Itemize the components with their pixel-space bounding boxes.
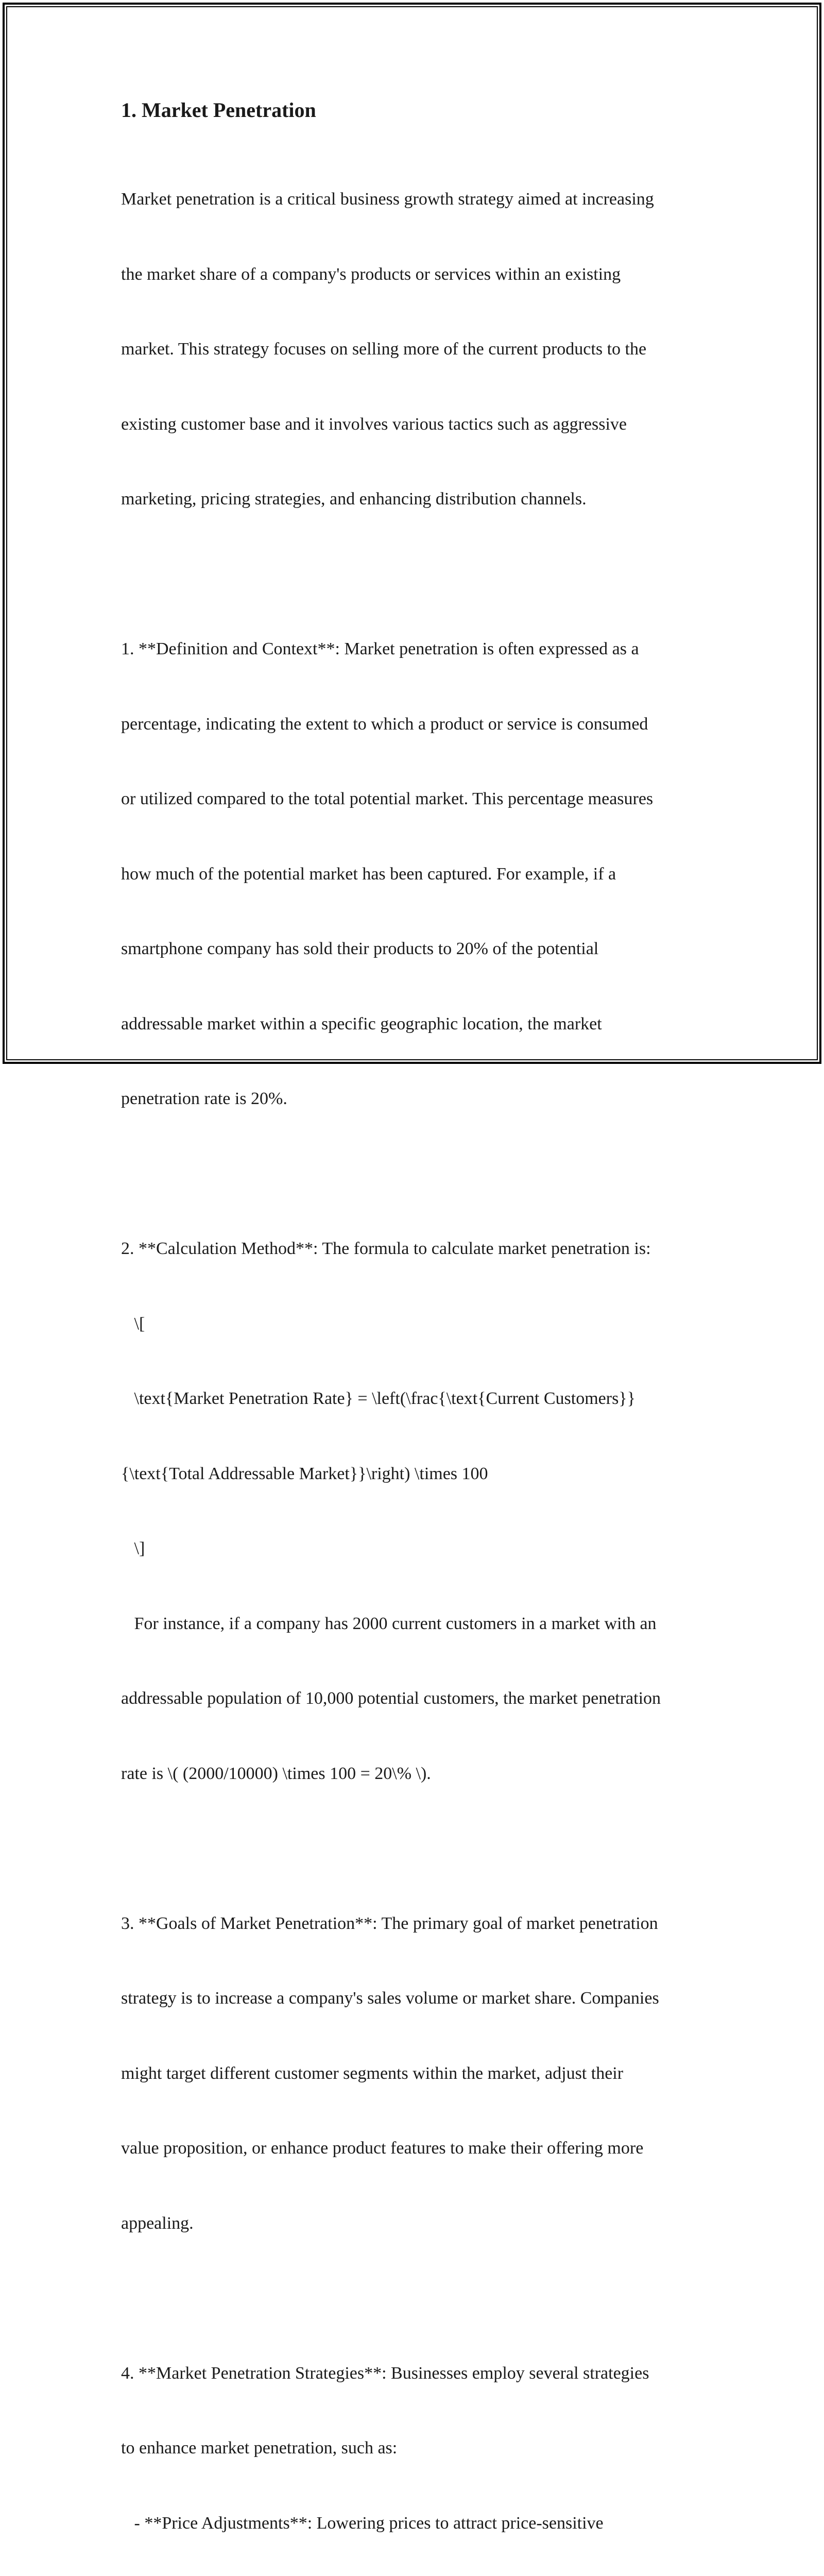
text-line: - **Price Adjustments**: Lowering prices to attract price-sensitive [121, 2511, 713, 2536]
formula-line: {\text{Total Addressable Market}}\right) \times 100 [121, 1462, 713, 1487]
text-line: 2. **Calculation Method**: The formula to calculate market penetration is: [121, 1236, 713, 1262]
text-line: market. This strategy focuses on selling more of the current products to the [121, 337, 713, 362]
text-line: percentage, indicating the extent to which a product or service is consumed [121, 712, 713, 737]
text-line: or utilized compared to the total potential market. This percentage measures [121, 787, 713, 812]
text-line: value proposition, or enhance product features to make their offering more [121, 2136, 713, 2161]
section-heading: 1. Market Penetration [121, 97, 713, 124]
text-line: strategy is to increase a company's sales volume or market share. Companies [121, 1986, 713, 2011]
text-line: 4. **Market Penetration Strategies**: Businesses employ several strategies [121, 2361, 713, 2386]
text-line: addressable population of 10,000 potential customers, the market penetration [121, 1686, 713, 1711]
text-line: appealing. [121, 2211, 713, 2236]
text-line: Market penetration is a critical business growth strategy aimed at increasing [121, 187, 713, 212]
text-line: addressable market within a specific geographic location, the market [121, 1012, 713, 1037]
goals-paragraph [121, 1861, 713, 2286]
text-line: existing customer base and it involves various tactics such as aggressive [121, 412, 713, 437]
calculation-paragraph [121, 1187, 713, 1836]
document-body [121, 97, 713, 2576]
text-line: For instance, if a company has 2000 current customers in a market with an [121, 1612, 713, 1637]
strategies-paragraph [121, 2311, 713, 2576]
text-line: rate is \( (2000/10000) \times 100 = 20\% \). [121, 1761, 713, 1787]
text-line: 3. **Goals of Market Penetration**: The primary goal of market penetration [121, 1911, 713, 1937]
text-line: 1. **Definition and Context**: Market penetration is often expressed as a [121, 637, 713, 662]
formula-line: \] [121, 1536, 713, 1562]
formula-line: \text{Market Penetration Rate} = \left(\frac{\text{Current Customers}} [121, 1386, 713, 1412]
text-line: the market share of a company's products or services within an existing [121, 262, 713, 287]
intro-paragraph [121, 137, 713, 562]
text-line: to enhance market penetration, such as: [121, 2436, 713, 2461]
text-line: smartphone company has sold their products to 20% of the potential [121, 937, 713, 962]
definition-paragraph [121, 587, 713, 1162]
formula-line: \[ [121, 1312, 713, 1337]
text-line: how much of the potential market has been captured. For example, if a [121, 862, 713, 887]
text-line: might target different customer segments within the market, adjust their [121, 2061, 713, 2087]
text-line: marketing, pricing strategies, and enhancing distribution channels. [121, 487, 713, 512]
text-line: penetration rate is 20%. [121, 1087, 713, 1112]
